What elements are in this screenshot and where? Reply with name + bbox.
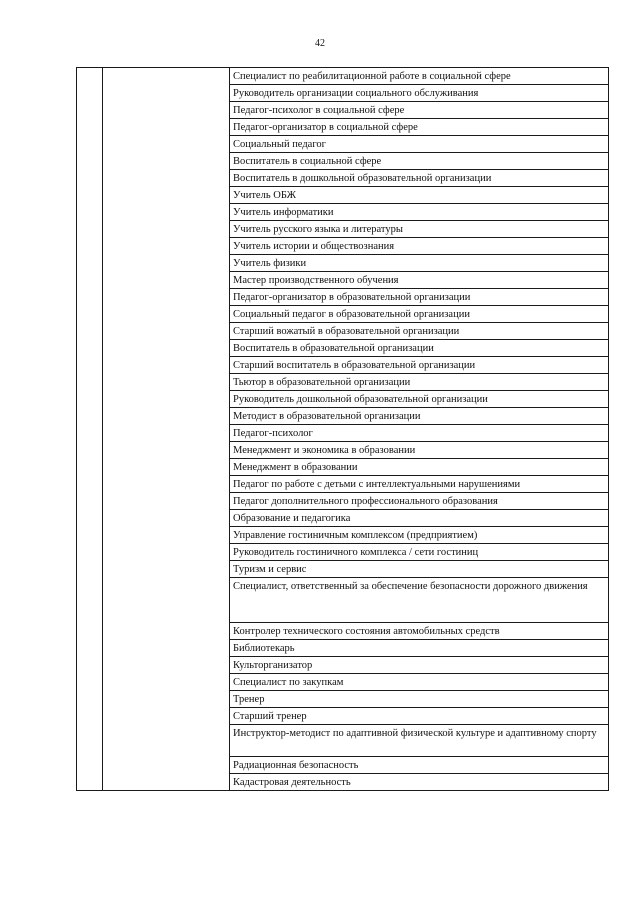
program-item: Учитель физики (230, 255, 609, 272)
program-item: Педагог дополнительного профессионального образования (230, 493, 609, 510)
program-item: Управление гостиничным комплексом (предприятием) (230, 527, 609, 544)
program-item: Учитель русского языка и литературы (230, 221, 609, 238)
program-item: Контролер технического состояния автомобильных средств (230, 623, 609, 640)
program-item: Специалист по закупкам (230, 674, 609, 691)
program-item: Менеджмент в образовании (230, 459, 609, 476)
program-item: Старший тренер (230, 708, 609, 725)
program-item: Учитель истории и обществознания (230, 238, 609, 255)
program-item: Воспитатель в образовательной организации (230, 340, 609, 357)
program-item: Образование и педагогика (230, 510, 609, 527)
table-row (77, 68, 609, 85)
program-item: Руководитель организации социального обслуживания (230, 85, 609, 102)
program-item: Педагог-организатор в образовательной организации (230, 289, 609, 306)
program-item: Социальный педагог в образовательной организации (230, 306, 609, 323)
program-item: Тренер (230, 691, 609, 708)
program-item: Воспитатель в дошкольной образовательной организации (230, 170, 609, 187)
program-item: Специалист, ответственный за обеспечение безопасности дорожного движения (230, 578, 609, 623)
programs-table (76, 67, 609, 791)
program-item: Учитель информатики (230, 204, 609, 221)
program-item: Радиационная безопасность (230, 757, 609, 774)
number-column-cell (77, 68, 103, 791)
program-item: Специалист по реабилитационной работе в социальной сфере (230, 68, 609, 85)
program-item: Старший воспитатель в образовательной организации (230, 357, 609, 374)
program-item: Педагог-организатор в социальной сфере (230, 119, 609, 136)
program-item: Кадастровая деятельность (230, 774, 609, 791)
program-item: Старший вожатый в образовательной организации (230, 323, 609, 340)
program-item: Педагог по работе с детьми с интеллектуальными нарушениями (230, 476, 609, 493)
program-item: Мастер производственного обучения (230, 272, 609, 289)
program-item: Менеджмент и экономика в образовании (230, 442, 609, 459)
program-item: Руководитель гостиничного комплекса / сети гостиниц (230, 544, 609, 561)
category-column-cell (103, 68, 230, 791)
program-item: Руководитель дошкольной образовательной организации (230, 391, 609, 408)
program-item: Воспитатель в социальной сфере (230, 153, 609, 170)
program-item: Педагог-психолог (230, 425, 609, 442)
program-item: Культорганизатор (230, 657, 609, 674)
program-item: Тьютор в образовательной организации (230, 374, 609, 391)
program-item: Педагог-психолог в социальной сфере (230, 102, 609, 119)
program-item: Методист в образовательной организации (230, 408, 609, 425)
program-item: Инструктор-методист по адаптивной физической культуре и адаптивному спорту (230, 725, 609, 757)
page-number: 42 (315, 38, 325, 49)
program-item: Учитель ОБЖ (230, 187, 609, 204)
program-item: Туризм и сервис (230, 561, 609, 578)
program-item: Социальный педагог (230, 136, 609, 153)
program-item: Библиотекарь (230, 640, 609, 657)
